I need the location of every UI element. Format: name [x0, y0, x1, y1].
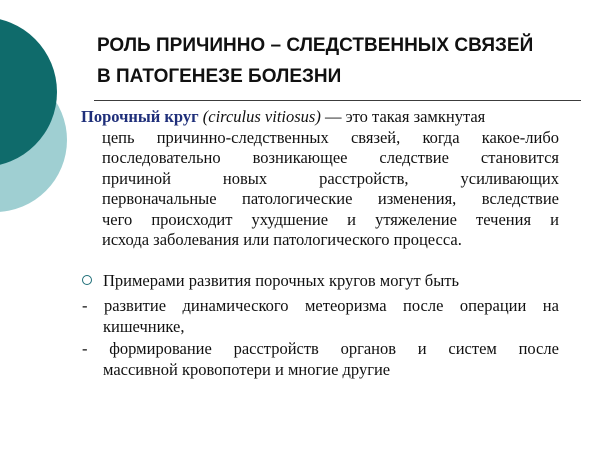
- example-1-word: -: [82, 296, 88, 315]
- definition-line-5-word: вследствие: [481, 189, 559, 208]
- corner-decoration: [0, 0, 90, 220]
- example-2-first-line: [82, 339, 559, 360]
- example-1-word: метеоризма: [304, 296, 387, 315]
- definition-line-4-word: причиной: [102, 168, 171, 188]
- definition-term: Порочный круг: [81, 107, 199, 126]
- example-2-word: после: [518, 339, 559, 358]
- definition-line-5: [81, 189, 559, 210]
- hollow-circle-bullet-icon: [82, 275, 92, 285]
- example-1-word: после: [403, 296, 444, 315]
- definition-line-4-word: усиливающих: [460, 168, 559, 188]
- title-divider: [94, 100, 581, 101]
- definition-line-3-word: последовательно: [102, 148, 221, 167]
- example-2-word: систем: [448, 339, 497, 358]
- definition-line-6-word: течения: [476, 209, 532, 229]
- definition-line-2-word: связей,: [350, 127, 401, 147]
- example-1-word: динамического: [182, 296, 289, 315]
- definition-line-1-rest: — это такая замкнутая: [324, 107, 486, 126]
- example-1-word: развитие: [103, 296, 167, 315]
- definition-line-3: [81, 148, 559, 169]
- definition-line-2-word: какое-либо: [481, 127, 559, 147]
- bullet-item: [82, 271, 459, 291]
- definition-line-4-word: новых: [222, 168, 268, 188]
- definition-line-5-word: патологические: [242, 189, 353, 208]
- definition-line-3-word: следствие: [379, 148, 449, 167]
- example-1-second-line: кишечнике,: [103, 316, 185, 336]
- title-line-2: В ПАТОГЕНЕЗЕ БОЛЕЗНИ: [97, 66, 342, 87]
- definition-line-3-word: возникающее: [252, 148, 348, 167]
- bullet-text: Примерами развития порочных кругов могут быть: [103, 271, 460, 290]
- definition-line-2-word: цепь: [102, 127, 135, 147]
- definition-line-6-word: чего: [102, 209, 133, 229]
- example-1-first-line: [82, 296, 559, 317]
- definition-line-5-word: изменения,: [377, 189, 457, 208]
- decorative-circles-graphic: [0, 0, 90, 220]
- definition-line-6-word: ухудшение: [251, 209, 329, 229]
- example-1-word: на: [542, 296, 559, 315]
- definition-line-6: [81, 210, 559, 231]
- definition-line-2-word: причинно-следственных: [156, 127, 329, 147]
- slide-title: [97, 30, 597, 92]
- definition-latin-term: (circulus vitiosus): [202, 107, 321, 126]
- example-1-word: операции: [459, 296, 527, 315]
- definition-line-5-word: первоначальные: [102, 189, 217, 208]
- example-2-word: расстройств: [233, 339, 319, 358]
- example-item-1: [82, 296, 559, 337]
- definition-line-2: [81, 128, 559, 149]
- definition-line-2-word: когда: [422, 127, 460, 147]
- example-2-word: формирование: [109, 339, 212, 358]
- definition-paragraph: [81, 107, 559, 251]
- example-2-second-line: массивной кровопотери и многие другие: [103, 359, 391, 379]
- definition-line-7: исхода заболевания или патологического процесса.: [102, 230, 462, 249]
- definition-line-6-word: и: [347, 209, 356, 229]
- definition-line-3-word: становится: [480, 148, 559, 167]
- definition-line-6-word: утяжеление: [375, 209, 457, 229]
- definition-line-6-word: и: [550, 209, 559, 229]
- example-2-word: органов: [340, 339, 397, 358]
- definition-line-4: [81, 169, 559, 190]
- example-item-2: [82, 339, 559, 380]
- title-line-1: РОЛЬ ПРИЧИННО – СЛЕДСТВЕННЫХ СВЯЗЕЙ: [97, 35, 534, 56]
- definition-line-4-word: расстройств,: [319, 168, 409, 188]
- definition-line-1: [81, 107, 559, 128]
- example-2-word: и: [417, 339, 427, 358]
- definition-line-6-word: происходит: [151, 209, 233, 229]
- example-2-word: -: [82, 339, 88, 358]
